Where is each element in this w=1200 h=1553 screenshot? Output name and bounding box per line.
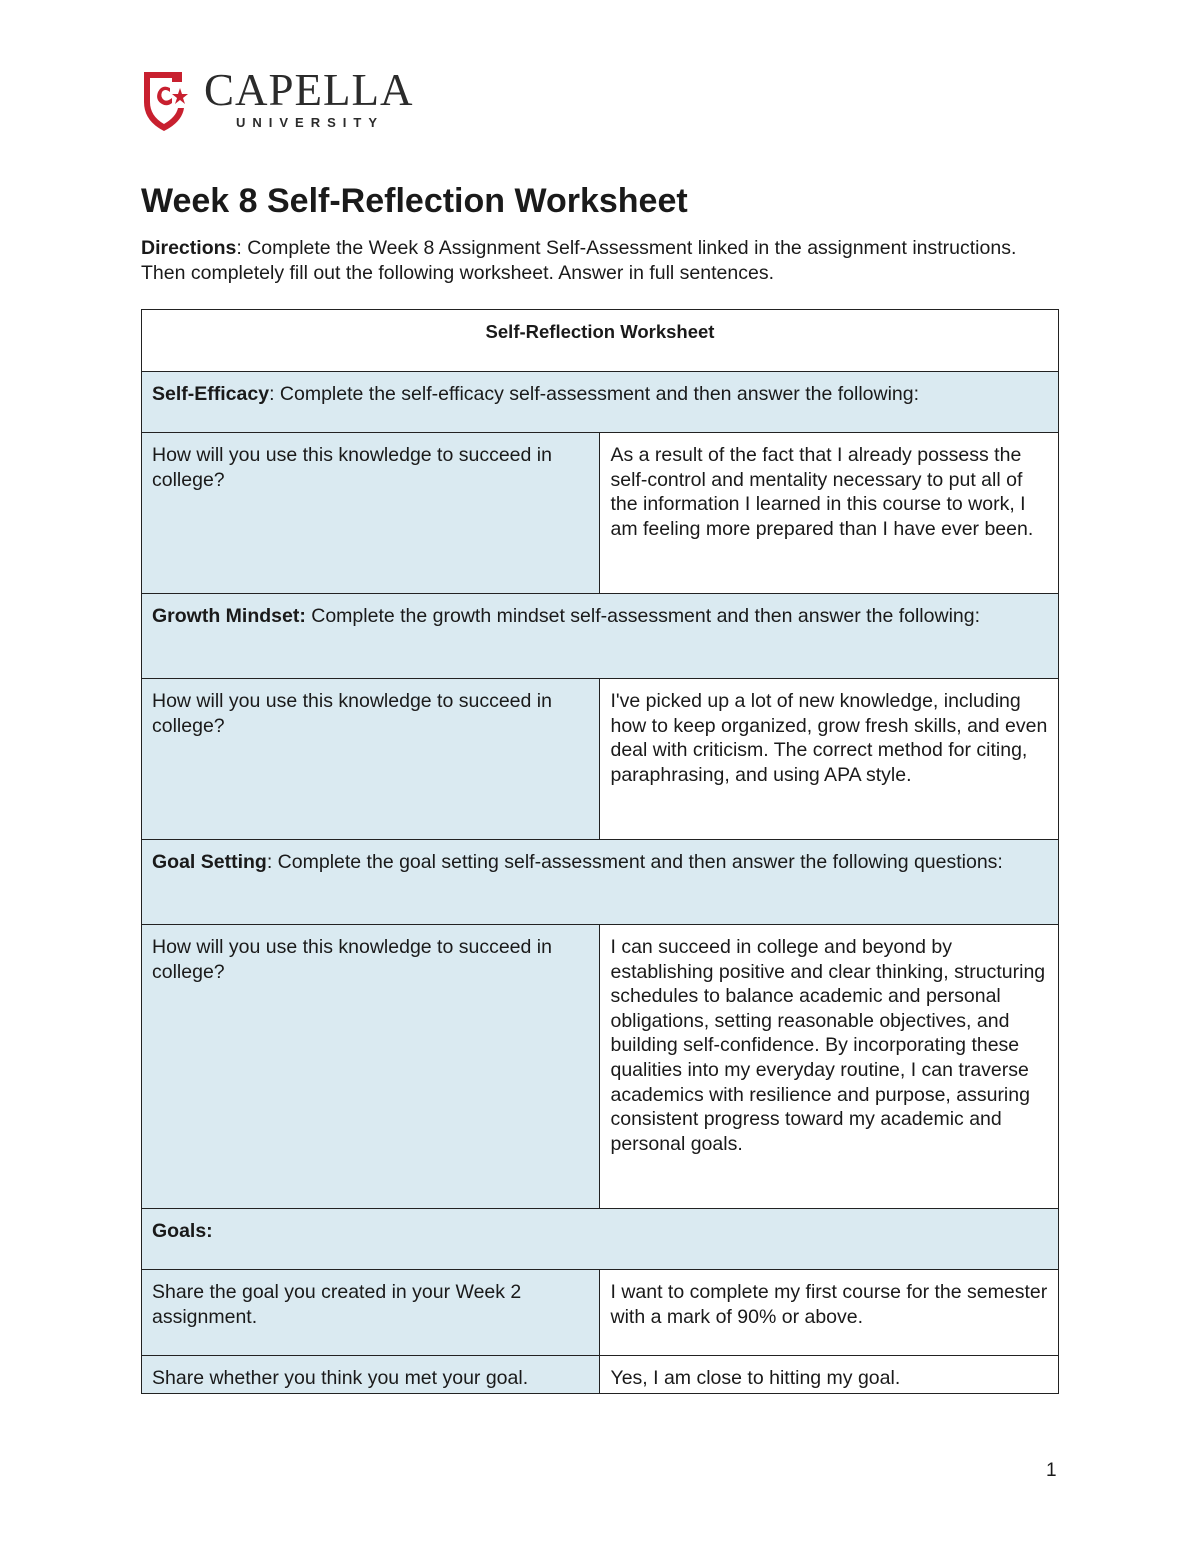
section-row-goals — [142, 1209, 1059, 1270]
section-label: Self-Efficacy — [152, 383, 270, 405]
logo-subtitle: UNIVERSITY — [236, 115, 385, 130]
section-label: Goal Setting — [152, 851, 267, 873]
question-cell: Share whether you think you met your goal. — [142, 1356, 600, 1394]
section-cell-growth-mindset — [142, 594, 1059, 679]
section-cell-goal-setting — [142, 840, 1059, 925]
section-label: Goals: — [152, 1220, 213, 1242]
section-cell-goals — [142, 1209, 1059, 1270]
table-header-cell: Self-Reflection Worksheet — [142, 310, 1059, 372]
section-text: : Complete the goal setting self-assessment and then answer the following questions: — [266, 851, 1003, 873]
capella-logo — [140, 65, 430, 132]
table-row — [142, 679, 1059, 840]
question-cell: How will you use this knowledge to succeed in college? — [142, 433, 600, 594]
question-cell: How will you use this knowledge to succeed in college? — [142, 679, 600, 840]
self-reflection-table — [141, 309, 1059, 1394]
table-row — [142, 925, 1059, 1209]
answer-cell[interactable]: I can succeed in college and beyond by establishing positive and clear thinking, structuring schedules to balance academic and personal obligations, setting reasonable objectives, and building self-confidence. By incorporating these qualities into my everyday routine, I can traverse academics with resilience and purpose, assuring consistent progress toward my academic and personal goals. — [600, 925, 1059, 1209]
answer-cell[interactable]: I've picked up a lot of new knowledge, including how to keep organized, grow fresh skills, and even deal with criticism. The correct method for citing, paraphrasing, and using APA style. — [600, 679, 1059, 840]
section-row-self-efficacy — [142, 372, 1059, 433]
logo-wordmark: CAPELLA — [204, 65, 414, 115]
directions-text: : Complete the Week 8 Assignment Self-Assessment linked in the assignment instructions. Then completely fill out the following worksheet. Answer in full sentences. — [141, 237, 1017, 284]
section-cell-self-efficacy — [142, 372, 1059, 433]
section-label: Growth Mindset: — [152, 605, 306, 627]
page-number: 1 — [1046, 1460, 1057, 1481]
question-cell: Share the goal you created in your Week 2 assignment. — [142, 1270, 600, 1356]
section-text: Complete the growth mindset self-assessment and then answer the following: — [305, 605, 981, 627]
answer-cell[interactable]: I want to complete my first course for the semester with a mark of 90% or above. — [600, 1270, 1059, 1356]
section-text: : Complete the self-efficacy self-assessment and then answer the following: — [269, 383, 920, 405]
page-title: Week 8 Self-Reflection Worksheet — [141, 182, 688, 220]
question-cell: How will you use this knowledge to succeed in college? — [142, 925, 600, 1209]
answer-cell[interactable]: Yes, I am close to hitting my goal. — [600, 1356, 1059, 1394]
directions-paragraph — [141, 236, 1021, 286]
table-row — [142, 1356, 1059, 1394]
table-row — [142, 1270, 1059, 1356]
section-row-goal-setting — [142, 840, 1059, 925]
section-row-growth-mindset — [142, 594, 1059, 679]
table-row — [142, 433, 1059, 594]
table-header-row — [142, 310, 1059, 372]
directions-label: Directions — [141, 237, 237, 259]
capella-shield-icon — [140, 68, 198, 132]
answer-cell[interactable]: As a result of the fact that I already possess the self-control and mentality necessary to put all of the information I learned in this course to work, I am feeling more prepared than I have ever been. — [600, 433, 1059, 594]
